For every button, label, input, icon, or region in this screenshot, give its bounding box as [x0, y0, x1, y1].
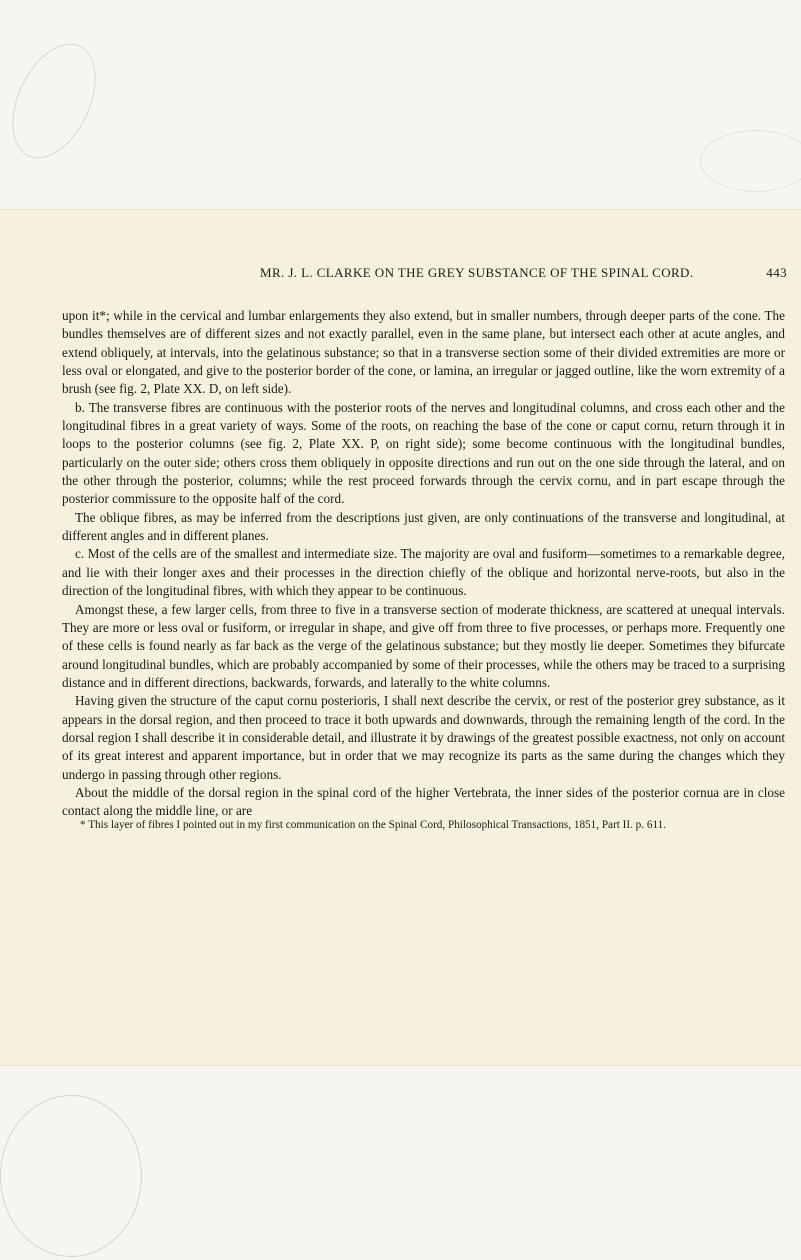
page-number: 443 [766, 265, 787, 280]
scan-mark [0, 1095, 142, 1257]
paragraph: About the middle of the dorsal region in the spinal cord of the higher Vertebrata, the inner sides of the posterior cornua are in close contact along the middle line, or are [62, 784, 785, 819]
paragraph: Amongst these, a few larger cells, from three to five in a transverse section of moderate thickness, are scattered at unequal intervals. They are more or less oval or fusiform, or irregular in shape, and give off from three to five processes, or perhaps more. Frequently one of these cells is found nearly as far back as the verge of the gelatinous substance; but they mostly lie deeper. Sometimes they bifurcate around longitudinal bundles, which are probably accompanied by some of their processes, while the others may be traced to a surprising distance and in different directions, backwards, forwards, and laterally to the white columns. [62, 601, 785, 690]
scan-mark [700, 130, 801, 192]
running-title: MR. J. L. CLARKE ON THE GREY SUBSTANCE OF THE SPINAL CORD. [260, 265, 694, 280]
paragraph: c. Most of the cells are of the smallest and intermediate size. The majority are oval and fusiform—sometimes to a remarkable degree, and lie with their longer axes and their processes in the direction chiefly of the oblique and horizontal nerve-roots, but also in the direction of the longitudinal fibres, with which they appear to be continuous. [62, 546, 785, 599]
footnote-text: * This layer of fibres I pointed out in my first communication on the Spinal Cord, Philosophical Transactions, 1851, Part II. p. 611. [80, 819, 667, 831]
paragraph: upon it*; while in the cervical and lumbar enlargements they also extend, but in smaller numbers, through deeper parts of the cone. The bundles themselves are of different sizes and not exactly parallel, even in the same plane, but intersect each other at acute angles, and extend obliquely, at intervals, into the gelatinous substance; so that in a transverse section some of their divided extremities are more or less oval or elongated, and give to the posterior border of the cone, or lamina, an irregular or jagged outline, like the worn extremity of a brush (see fig. 2, Plate XX. D, on left side). [62, 308, 785, 397]
body-text [62, 307, 785, 821]
footnote [62, 818, 782, 833]
paragraph: Having given the structure of the caput cornu posterioris, I shall next describe the cervix, or rest of the posterior grey substance, as it appears in the dorsal region, and then proceed to trace it both upwards and downwards, through the remaining length of the cord. In the dorsal region I shall describe it in considerable detail, and illustrate it by drawings of the greatest possible exactness, not only on account of its great interest and apparent importance, but in order that we may recognize its parts as the same during the changes which they undergo in passing through other regions. [62, 693, 785, 782]
paragraph: b. The transverse fibres are continuous with the posterior roots of the nerves and longitudinal columns, and cross each other and the longitudinal fibres in a great variety of ways. Some of the roots, on reaching the base of the cone or caput cornu, return through it in loops to the posterior columns (see fig. 2, Plate XX. P, on right side); some become continuous with the longitudinal bundles, particularly on the outer side; others cross them obliquely in opposite directions and run out on the one side through the lateral, and on the other through the posterior, columns; while the rest proceed forwards through the cervix cornu, and in part escape through the posterior commissure to the opposite half of the cord. [62, 399, 785, 507]
book-page [0, 210, 801, 1065]
scan-mark [0, 31, 112, 172]
paragraph: The oblique fibres, as may be inferred from the descriptions just given, are only continuations of the transverse and longitudinal, at different angles and in different planes. [62, 509, 785, 544]
